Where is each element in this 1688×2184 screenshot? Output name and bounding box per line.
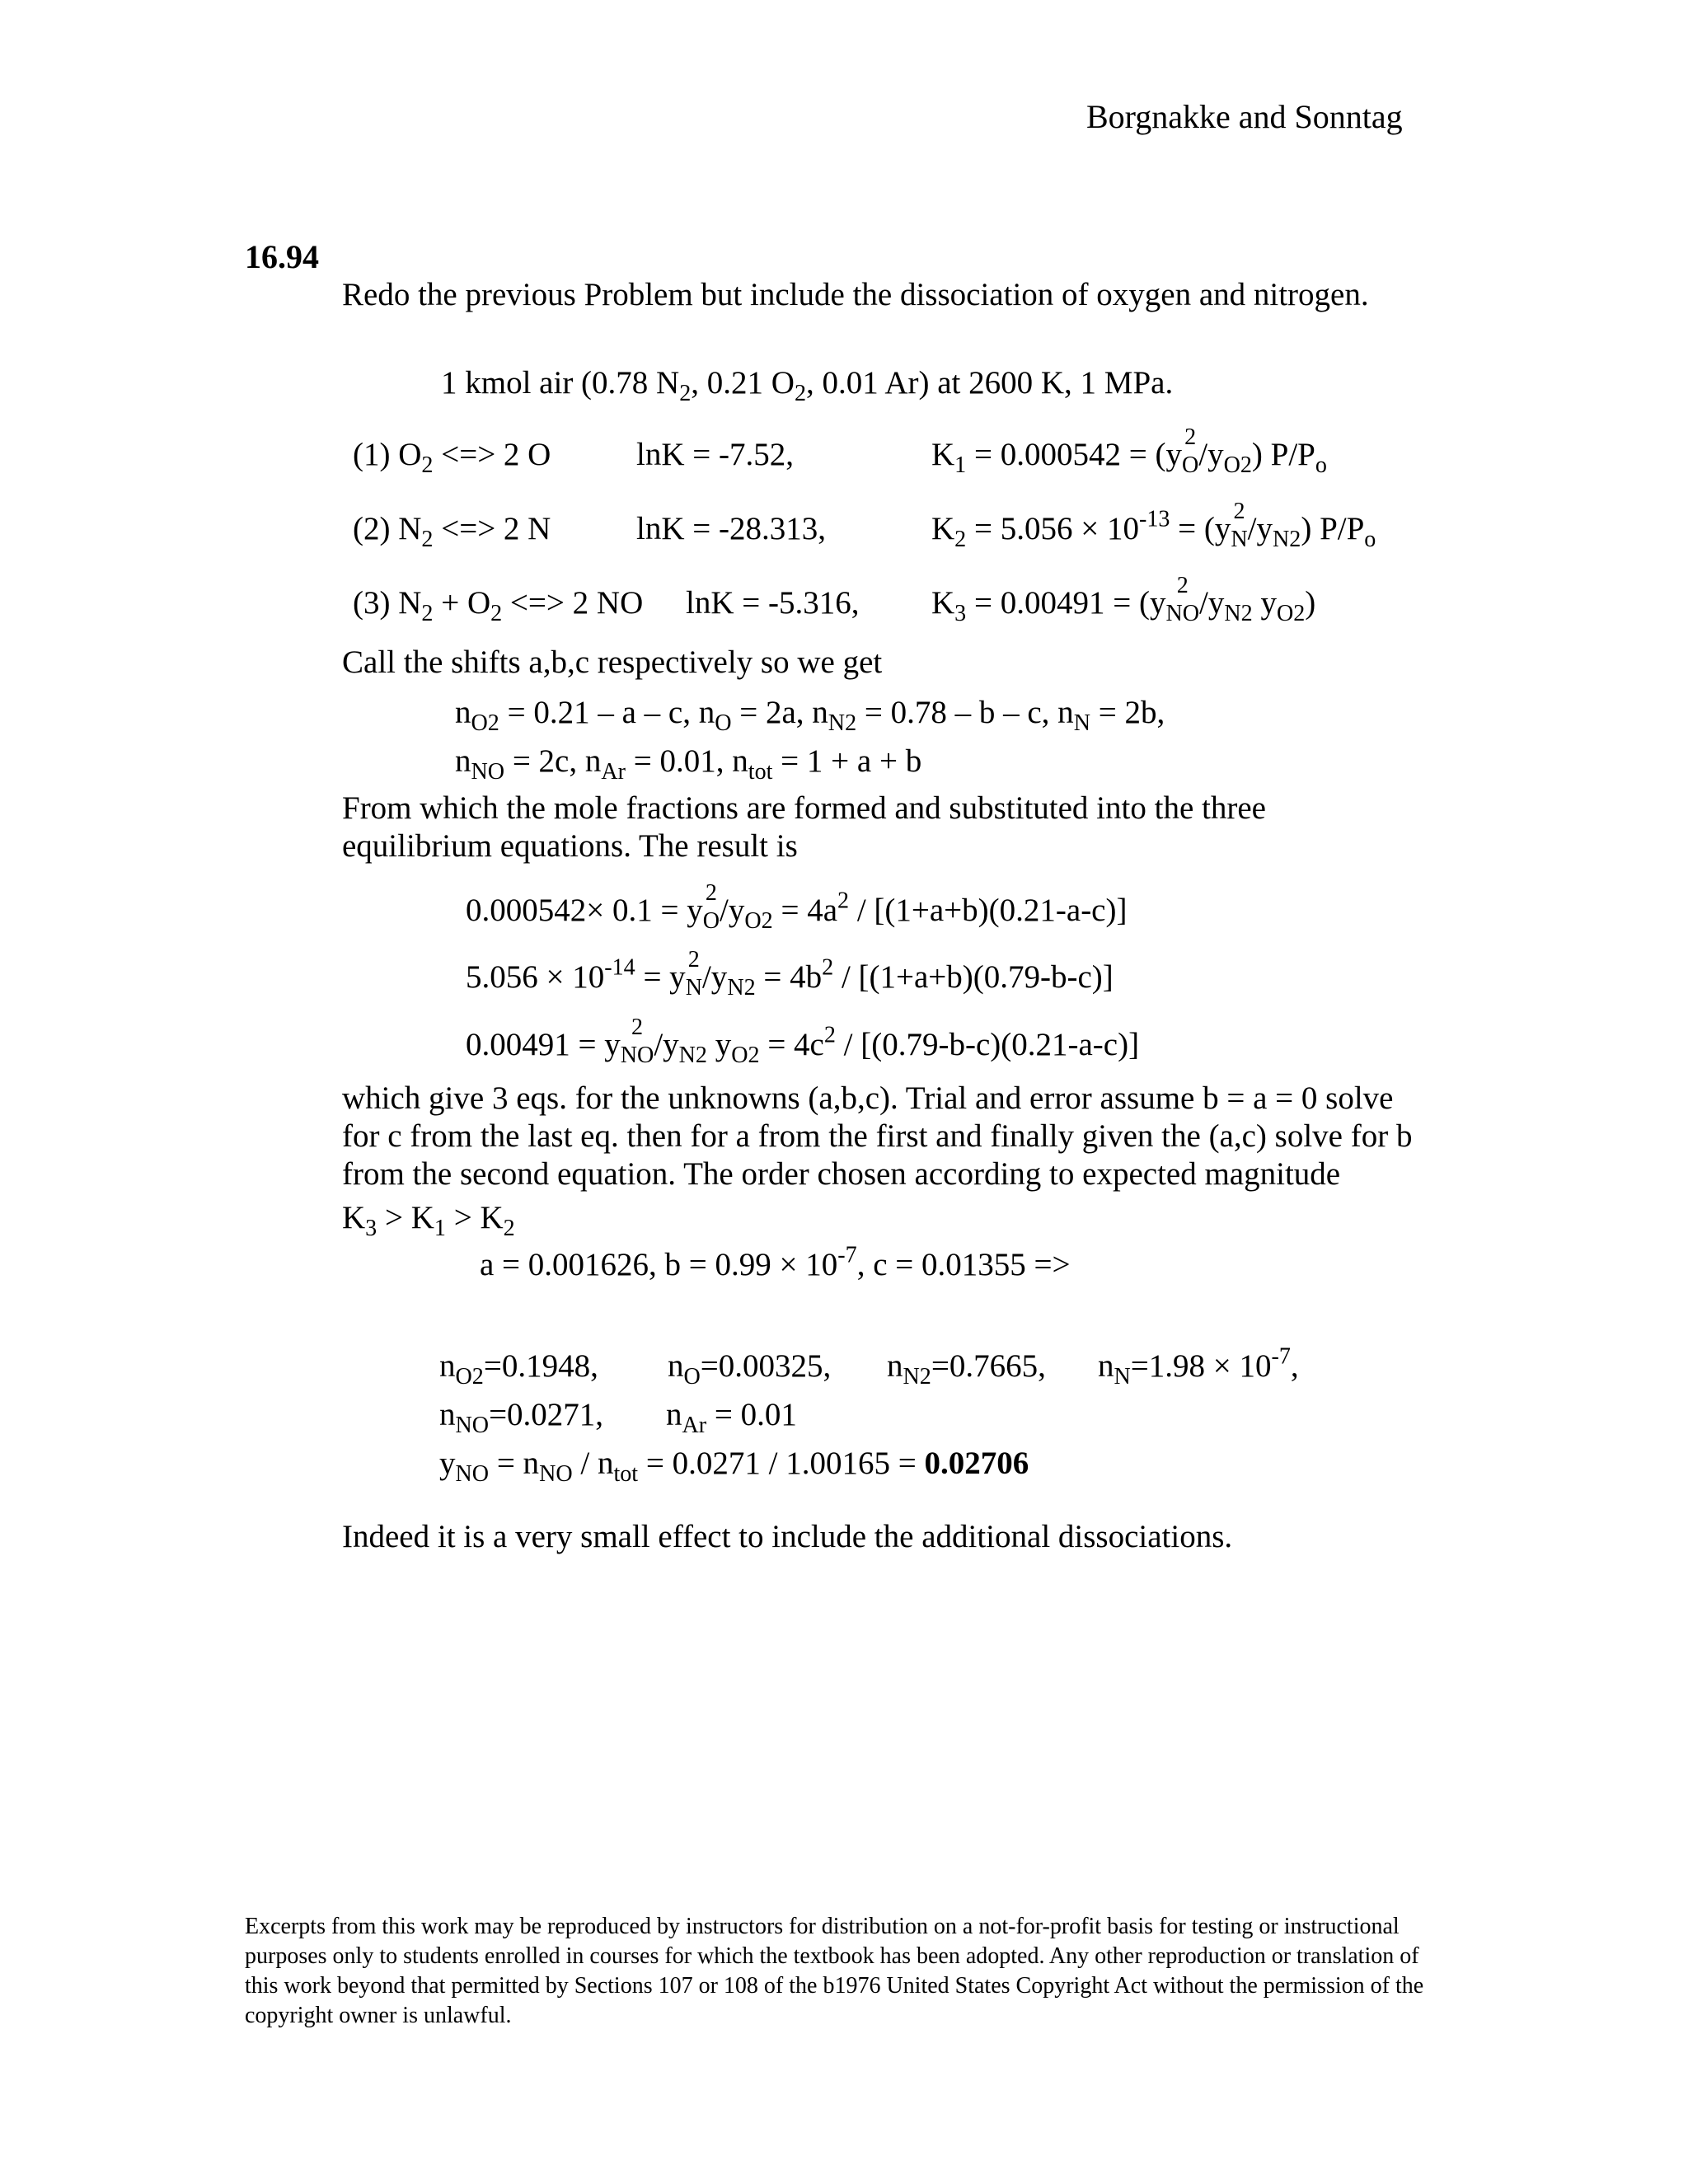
mole-numbers-line-2: $n_{NO} = 2c$, $n_{Ar} = 0.01$, $n_{tot} = 1 + a + b$ (455, 743, 922, 785)
reaction-1-equation: (1) $O_2$ <=> 2 O (353, 437, 551, 478)
final-mole-number-o: $n_O=0.00325$, (668, 1348, 832, 1390)
reaction-1-lnk: lnK = -7.52, (636, 437, 794, 472)
equation-3: 0.00491 = y 2 $_{NO}/y_{N2}$ $y_{O2} = 4c^2 / [(0.79-b-c)(0.21-a-c)]$ (466, 1014, 1140, 1068)
copyright-footer: Excerpts from this work may be reproduced by instructors for distribution on a not-for-profit basis for testing or instructional purposes only to students enrolled in courses for which the textbook has been adopted. Any other reproduction or translation of this work beyond that permitted by Sections 107 or 108 of the b1976 United States Copyright Act without the permission of the copyright owner is unlawful. (245, 1914, 1424, 2028)
problem-number: 16.94 (245, 238, 319, 275)
solution-paragraph: which give 3 eqs. for the unknowns (a,b,c). Trial and error assume b = a = 0 solve for c from the last eq. then for a from the first and finally given the (a,c) solve for b from the second equation. The order chosen according to expected magnitude (342, 1080, 1413, 1192)
yno-final-result: $y_{NO} = n_{NO} / n_{tot} = 0.0271 / 1.00165 = 0.02706$ (439, 1446, 1029, 1487)
reaction-3-k: $K_3 = 0.00491 = (y$ 2 $_{NO}/y_{N2}$ $y_{O2}$) (931, 572, 1316, 626)
reaction-3-lnk: lnK = -5.316, (686, 585, 860, 621)
final-mole-number-n: $n_N=1.98 \times 10^{-7}$, (1098, 1343, 1299, 1390)
shifts-intro: Call the shifts a,b,c respectively so we get (342, 644, 883, 680)
final-mole-number-ar: $n_{Ar} = 0.01$ (666, 1397, 797, 1438)
final-mole-numbers-line-2: $n_{NO}=0.0271$, (439, 1397, 604, 1438)
final-mole-number-n2: $n_{N2}=0.7665$, (887, 1348, 1046, 1390)
equation-1: 0.000542× 0.1 = y 2 $_O/y_{O2} = 4a^2 / [(1+a+b)(0.21-a-c)]$ (466, 879, 1128, 934)
fractions-paragraph: From which the mole fractions are formed and substituted into the three equilibrium equations. The result is (342, 790, 1266, 864)
reaction-2-lnk: lnK = -28.313, (636, 511, 826, 546)
reaction-2-k: $K_2 = 5.056 \times 10^{-13} = (y$ 2 $_N/y_{N2}$) $P/P_o$ (931, 498, 1376, 552)
reaction-1-k: $K_1 = 0.000542 = (y$ 2 $_O/y_{O2}$) $P/P_o$ (931, 424, 1327, 478)
air-composition: 1 kmol air (0.78 $N_2$, 0.21 $O_2$, 0.01 Ar) at 2600 K, 1 MPa. (441, 365, 1174, 406)
reaction-2-equation: (2) $N_2$ <=> 2 N (353, 511, 551, 552)
equation-2: $5.056 \times 10^{-14} = y$ 2 $_N/y_{N2} = 4b^2 / [(1+a+b)(0.79-b-c)]$ (466, 946, 1114, 1001)
problem-statement: Redo the previous Problem but include the dissociation of oxygen and nitrogen. (342, 277, 1369, 312)
conclusion: Indeed it is a very small effect to include the additional dissociations. (342, 1519, 1233, 1554)
mole-numbers-line-1: $n_{O2} = 0.21 - a - c$, $n_O = 2a$, $n_{N2} = 0.78 - b - c$, $n_N = 2b$, (455, 695, 1165, 736)
page-header-author: Borgnakke and Sonntag (1086, 98, 1403, 135)
yno-final-value: 0.02706 (924, 1446, 1029, 1481)
order-line: $K_3 > K_1 > K_2$ (342, 1200, 515, 1241)
abc-result: a = 0.001626, $b = 0.99 \times 10^{-7}$, c = 0.01355 => (480, 1242, 1071, 1282)
reaction-3-equation: (3) $N_2 + O_2$ <=> 2 NO (353, 585, 644, 626)
final-mole-numbers-line-1: $n_{O2}=0.1948$, (439, 1348, 598, 1390)
